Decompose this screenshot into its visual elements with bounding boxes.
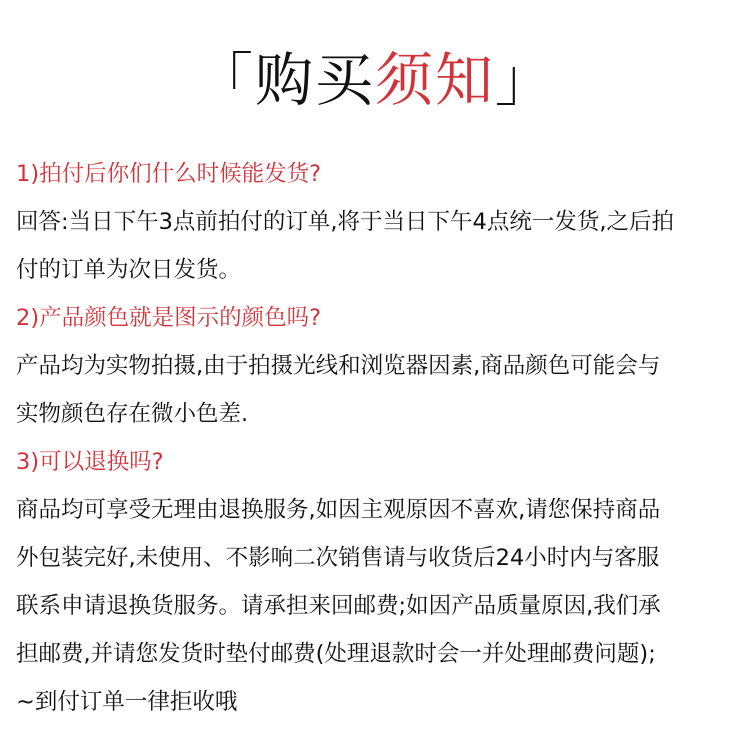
faq-answer-1: [16, 198, 738, 294]
title-black-part: 购买: [254, 46, 375, 114]
faq-answer-2-line-1: 产品均为实物拍摄,由于拍摄光线和浏览器因素,商品颜色可能会与: [16, 353, 661, 379]
faq-answer-3-line-4: 担邮费,并请您发货时垫付邮费(处理退款时会一并处理邮费问题);: [16, 641, 656, 667]
title-close-bracket: 」: [495, 46, 556, 114]
faq-answer-1-line-1: 回答:当日下午3点前拍付的订单,将于当日下午4点统一发货,之后拍: [16, 209, 675, 235]
faq-answer-2-line-2: 实物颜色存在微小色差.: [16, 401, 249, 427]
faq-answer-2: [16, 342, 738, 438]
faq-answer-3-line-1: 商品均可享受无理由退换服务,如因主观原因不喜欢,请您保持商品: [16, 497, 661, 523]
title-open-bracket: 「: [194, 46, 255, 114]
title-red-part: 须知: [375, 46, 496, 114]
faq-question-2: 2)产品颜色就是图示的颜色吗?: [16, 305, 322, 331]
faq-answer-3-line-3: 联系申请退换货服务。请承担来回邮费;如因产品质量原因,我们承: [16, 593, 661, 619]
faq-answer-3-line-5: ~到付订单一律拒收哦: [16, 689, 238, 715]
faq-answer-3-line-2: 外包装完好,未使用、不影响二次销售请与收货后24小时内与客服: [16, 545, 660, 571]
faq-question-3: 3)可以退换吗?: [16, 449, 164, 475]
faq-question-1: 1)拍付后你们什么时候能发货?: [16, 161, 322, 187]
faq-answer-3: [16, 486, 738, 726]
faq-list: [16, 150, 738, 726]
page-title: [0, 40, 750, 120]
faq-answer-1-line-2: 付的订单为次日发货。: [16, 257, 242, 283]
